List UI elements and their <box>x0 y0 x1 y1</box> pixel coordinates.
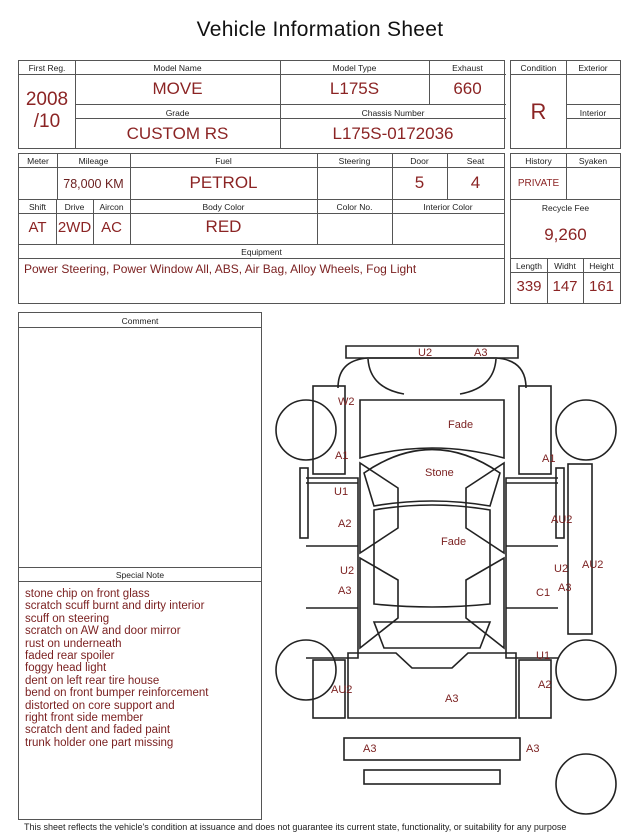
special-note-line: trunk holder one part missing <box>25 736 174 749</box>
exterior-label: Exterior <box>578 63 608 73</box>
special-note-line: stone chip on front glass <box>25 588 150 600</box>
special-note-line: distorted on core support and <box>25 699 175 712</box>
grade-label: Grade <box>165 108 190 118</box>
special-note-list <box>25 588 208 749</box>
disclaimer-footer: This sheet reflects the vehicle's condition at issuance and does not guarantee its current state, functionality, or suitability for any purpose <box>24 822 567 832</box>
recycle-fee-label: Recycle Fee <box>541 203 590 213</box>
length-label: Length <box>516 261 542 271</box>
exhaust-label: Exhaust <box>452 63 483 73</box>
fuel: PETROL <box>189 173 258 192</box>
shift-label: Shift <box>28 202 46 212</box>
height-label: Height <box>589 261 614 271</box>
comment-panel <box>18 312 262 820</box>
equipment-list: Power Steering, Power Window All, ABS, Air Bag, Alloy Wheels, Fog Light <box>24 262 417 276</box>
interior-color-label: Interior Color <box>423 202 473 212</box>
model-info-table <box>18 60 505 149</box>
body-color-label: Body Color <box>202 202 245 212</box>
seat-label: Seat <box>466 156 485 166</box>
aircon-label: Aircon <box>99 202 124 212</box>
special-note-line: dent on left rear tire house <box>25 674 160 687</box>
special-note-label: Special Note <box>115 570 165 580</box>
chassis-label: Chassis Number <box>361 108 425 118</box>
special-note-line: rust on underneath <box>25 637 122 650</box>
first-reg-year: 2008 <box>25 89 69 110</box>
history: PRIVATE <box>517 178 560 189</box>
model-type: L175S <box>329 79 380 98</box>
condition-label: Condition <box>520 63 557 73</box>
meter-label: Meter <box>27 156 49 166</box>
special-note-line: scratch dent and faded paint <box>25 724 171 737</box>
damage-right-rear-door-b: A3 <box>558 582 572 594</box>
interior-label: Interior <box>579 108 607 118</box>
damage-left-front-door-a: U1 <box>334 486 349 498</box>
mileage: 78,000 KM <box>63 177 124 191</box>
width: 147 <box>552 278 578 295</box>
damage-trunk: A3 <box>445 693 459 705</box>
drive: 2WD <box>57 219 92 236</box>
damage-right-front-door: AU2 <box>551 514 573 526</box>
damage-roof: Fade <box>441 536 467 548</box>
damage-left-rear-door-a: U2 <box>340 565 355 577</box>
syaken-label: Syaken <box>578 156 608 166</box>
special-note-line: scratch on AW and door mirror <box>25 625 181 638</box>
damage-right-quarter-b: A2 <box>538 679 552 691</box>
damage-left-front-door-b: A2 <box>338 518 352 530</box>
mileage-label: Mileage <box>78 156 109 166</box>
special-note-line: right front side member <box>25 712 144 725</box>
equipment-label: Equipment <box>241 247 282 257</box>
color-no-label: Color No. <box>336 202 373 212</box>
damage-right-fender: A1 <box>542 453 556 465</box>
special-note-line: scuff on steering <box>25 612 110 625</box>
damage-rear-bumper-left: A3 <box>363 743 377 755</box>
special-note-line: scratch scuff burnt and dirty interior <box>25 600 205 613</box>
exhaust: 660 <box>453 79 482 98</box>
comment-label: Comment <box>121 316 159 326</box>
damage-hood: Fade <box>448 419 474 431</box>
seat-count: 4 <box>470 173 481 192</box>
history-label: History <box>525 156 552 166</box>
length: 339 <box>516 278 542 295</box>
damage-front-bumper-left: U2 <box>418 347 433 359</box>
width-label: Widht <box>554 261 576 271</box>
damage-left-quarter: AU2 <box>331 684 353 696</box>
special-note-line: faded rear spoiler <box>25 650 115 663</box>
aircon: AC <box>101 219 122 236</box>
car-outline <box>276 346 616 814</box>
damage-rear-bumper-right: A3 <box>526 743 540 755</box>
vehicle-spec-table <box>18 153 505 304</box>
shift: AT <box>28 219 47 236</box>
damage-windshield: Stone <box>425 467 454 479</box>
damage-left-fender-top: W2 <box>338 396 355 408</box>
damage-left-fender: A1 <box>335 450 349 462</box>
first-reg-month: /10 <box>33 111 61 132</box>
door-count: 5 <box>414 173 425 192</box>
body-color: RED <box>205 217 242 236</box>
page-title: Vehicle Information Sheet <box>196 18 444 41</box>
damage-codes <box>331 347 603 755</box>
chassis-number: L175S-0172036 <box>332 124 454 143</box>
model-name-label: Model Name <box>153 63 202 73</box>
damage-front-bumper-right: A3 <box>474 347 488 359</box>
grade: CUSTOM RS <box>126 124 229 143</box>
model-type-label: Model Type <box>332 63 377 73</box>
height: 161 <box>588 278 615 295</box>
damage-right-rear-door-c: C1 <box>536 587 551 599</box>
condition-table <box>510 60 621 149</box>
damage-left-rear-door-b: A3 <box>338 585 352 597</box>
door-label: Door <box>410 156 429 166</box>
steering-label: Steering <box>338 156 371 166</box>
recycle-fee: 9,260 <box>544 225 587 244</box>
history-table <box>510 153 621 304</box>
drive-label: Drive <box>64 202 85 212</box>
condition-grade: R <box>530 99 547 124</box>
damage-right-rear-door-a: U2 <box>554 563 569 575</box>
special-note-line: bend on front bumper reinforcement <box>25 687 209 700</box>
damage-right-side-edge: AU2 <box>582 559 604 571</box>
damage-right-quarter-a: U1 <box>536 650 551 662</box>
special-note-line: foggy head light <box>25 662 107 675</box>
first-reg-label: First Reg. <box>28 63 66 73</box>
fuel-label: Fuel <box>215 156 232 166</box>
car-damage-diagram <box>268 318 628 818</box>
model-name: MOVE <box>152 79 203 98</box>
